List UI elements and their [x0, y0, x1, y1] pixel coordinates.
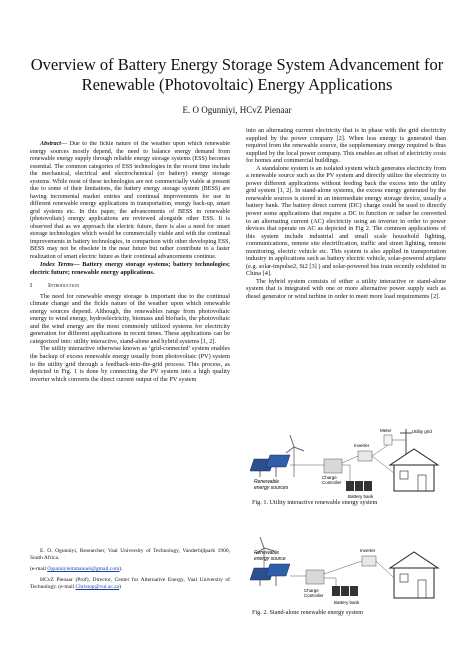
fig2-renewable-label: Renewable [254, 550, 280, 556]
abstract-text: — Due to the fickle nature of the weather upon which renewable energy sources mostly depend, the need to balance energy demand from renewable energy supply through reliable energy storage systems (ESS) becomes essential. The common categories of ESS technologies in the recent time include the mechanical, electrical and electrochemical (or battery) energy storage systems. While most of these technologies are not commercially viable at present due to some of their limitations, the battery energy storage system (BESS) are having incremental market entries and continual improvements for use in different renewable energy applications in transportation, energy back-up, smart grid systems etc. In this paper, the advancements of BESS in renewable (photovoltaic) energy applications are reviewed alongside other ESS. It is observed that as we approach the electric future, there is also a need for smart storage technologies which would be commercially viable and with the continual improvements in battery technologies, in comparison with other developing ESS, BESS may not be obsolete in the near future but rather contribute to a faster realization of smart electric future as their continual advancements continue. [30, 141, 230, 260]
fig1-grid-label: Utility grid [412, 429, 432, 434]
footnote [30, 548, 230, 595]
right-paragraph-1: into an alternating current electricity that is in phase with the grid electricity supplied by the power company [2]. When less energy is generated than required from the renewable source, the supplementary energy required is thus supplied by the local power company. This enables an offset of electricity costs for homes and commercial buildings. [246, 127, 446, 165]
fig1-charge-label: Charge [322, 475, 337, 480]
fig1-battery-label: Battery bank [348, 494, 374, 499]
solar-panel-icon [250, 455, 290, 477]
wiring-lines [290, 561, 394, 586]
fig2-controller-label: Controller [304, 593, 324, 598]
solar-panel-icon [250, 564, 290, 586]
intro-paragraph-1: The need for renewable energy storage is important due to the continual climate change and the fickle nature of the weather upon which renewable energy sources depend. Although, the renewables range from photovoltaic energy to wind energy, hydroelectricity, biomass and biofuels, the photovoltaic and the wind energy are the most commonly utilized systems for electricity generation for different applications in recent times. These applications can be categorized into: utility interactive, stand-alone and hybrid systems [1, 2]. [30, 292, 230, 345]
email-link-1[interactable]: Ogunniyiemmanuel@gmail.com [47, 566, 120, 572]
charge-controller-icon [306, 570, 324, 584]
fig2-charge-label: Charge [304, 588, 319, 593]
figure-2-diagram [250, 534, 446, 608]
footnote-author-1: E. O. Ogunniyi, Researcher, Vaal University of Technology, Vanderbijlpark 1900, South Africa. [30, 548, 230, 561]
index-terms-text: — Battery energy storage systems; battery technologies; electric future; renewable energy applications. [30, 261, 230, 276]
left-column [30, 141, 230, 536]
abstract [30, 141, 230, 261]
intro-paragraph-2: The utility interactive otherwise known as ‘grid-connected’ system enables the backup of excess renewable energy usually from photovoltaic (PV) system to the utility grid through a feedback-into-the-grid process. This process, as depicted in Fig. 1 is done by connecting the PV system into a high quality inverter which converts the direct current output of the PV system [30, 345, 230, 383]
house-icon [390, 449, 438, 491]
right-paragraph-3: The hybrid system consists of either a utility interactive or stand-alone system that is integrated with one or more alternative power supply such as diesel generator or wind turbine in order to meet more load requirements [2]. [246, 277, 446, 301]
abstract-lead: Abstract [40, 141, 61, 147]
fig2-battery-label: Battery bank [334, 600, 360, 605]
right-paragraph-2: A standalone system is an isolated system which generates electricity from a renewable source such as the PV system and directly utilize the electricity to power different applications without feeding back the excess into the utility grid system [1, 2]. In stand-alone systems, the excess energy generated by the renewable sources is stored in an intermediate energy storage device, usually a battery bank. The battery direct current (DC) charge could be used to directly power some applications that require a DC to function or rather be converted to an alternating current (AC) electricity using an inverter in order to power devices that operate on AC as depicted in Fig 2. The common applications of this system include industrial and small scale household lighting, communications, remote site electrification, traffic and street lighting, remote monitoring, electric vehicle etc. This system is also applied in transportation industry in applications such as battery electric vehicle, solar-powered airplane (e.g. solar-impulse2, Si2 [3] ) and solar-powered bus train recently exhibited in China [4]. [246, 164, 446, 278]
fig1-meter-label: Meter [380, 428, 392, 433]
charge-controller-icon [324, 459, 342, 473]
figure-1-diagram [250, 425, 446, 499]
battery-bank-icon [346, 481, 372, 491]
fig1-sources-label: energy sources [254, 485, 289, 491]
figure-1-caption: Fig. 1. Utility interactive renewable energy system [252, 499, 378, 506]
wiring-lines [290, 440, 406, 481]
inverter-icon [362, 556, 376, 566]
fig2-inverter-label: Inverter [360, 548, 376, 553]
title-line-2: Renewable (Photovoltaic) Energy Applications [81, 75, 393, 94]
fig2-sources-label: energy source [254, 556, 286, 562]
footnote-author-2: HCvZ Pienaar (Prof), Director, Center for Alternative Energy, Vaal University of Technology. (e-mail Christop@vut.ac.za) [30, 577, 230, 590]
fig1-renewable-label: Renewable [254, 479, 280, 485]
authors: E. O Ogunniyi, HCvZ Pienaar [182, 105, 292, 115]
inverter-icon [358, 451, 372, 461]
battery-bank-icon [332, 586, 358, 596]
index-terms [30, 261, 230, 276]
figure-2-caption: Fig. 2. Stand-alone renewable energy system [252, 609, 364, 616]
fig1-controller-label: Controller [322, 480, 342, 485]
section-heading [30, 282, 230, 290]
section-title: Introduction [48, 282, 80, 290]
footnote-email-1: (e-mail Ogunniyiemmanuel@gmail.com). [30, 566, 123, 572]
house-icon [390, 552, 438, 598]
index-terms-lead: Index Terms [40, 261, 74, 268]
meter-icon [384, 435, 392, 445]
section-number: I [30, 282, 33, 290]
fig1-inverter-label: Inverter [354, 443, 370, 448]
email-link-2[interactable]: Christop@vut.ac.za [75, 584, 120, 590]
paper-title [30, 55, 444, 95]
title-line-1: Overview of Battery Energy Storage System Advancement for [30, 55, 444, 74]
